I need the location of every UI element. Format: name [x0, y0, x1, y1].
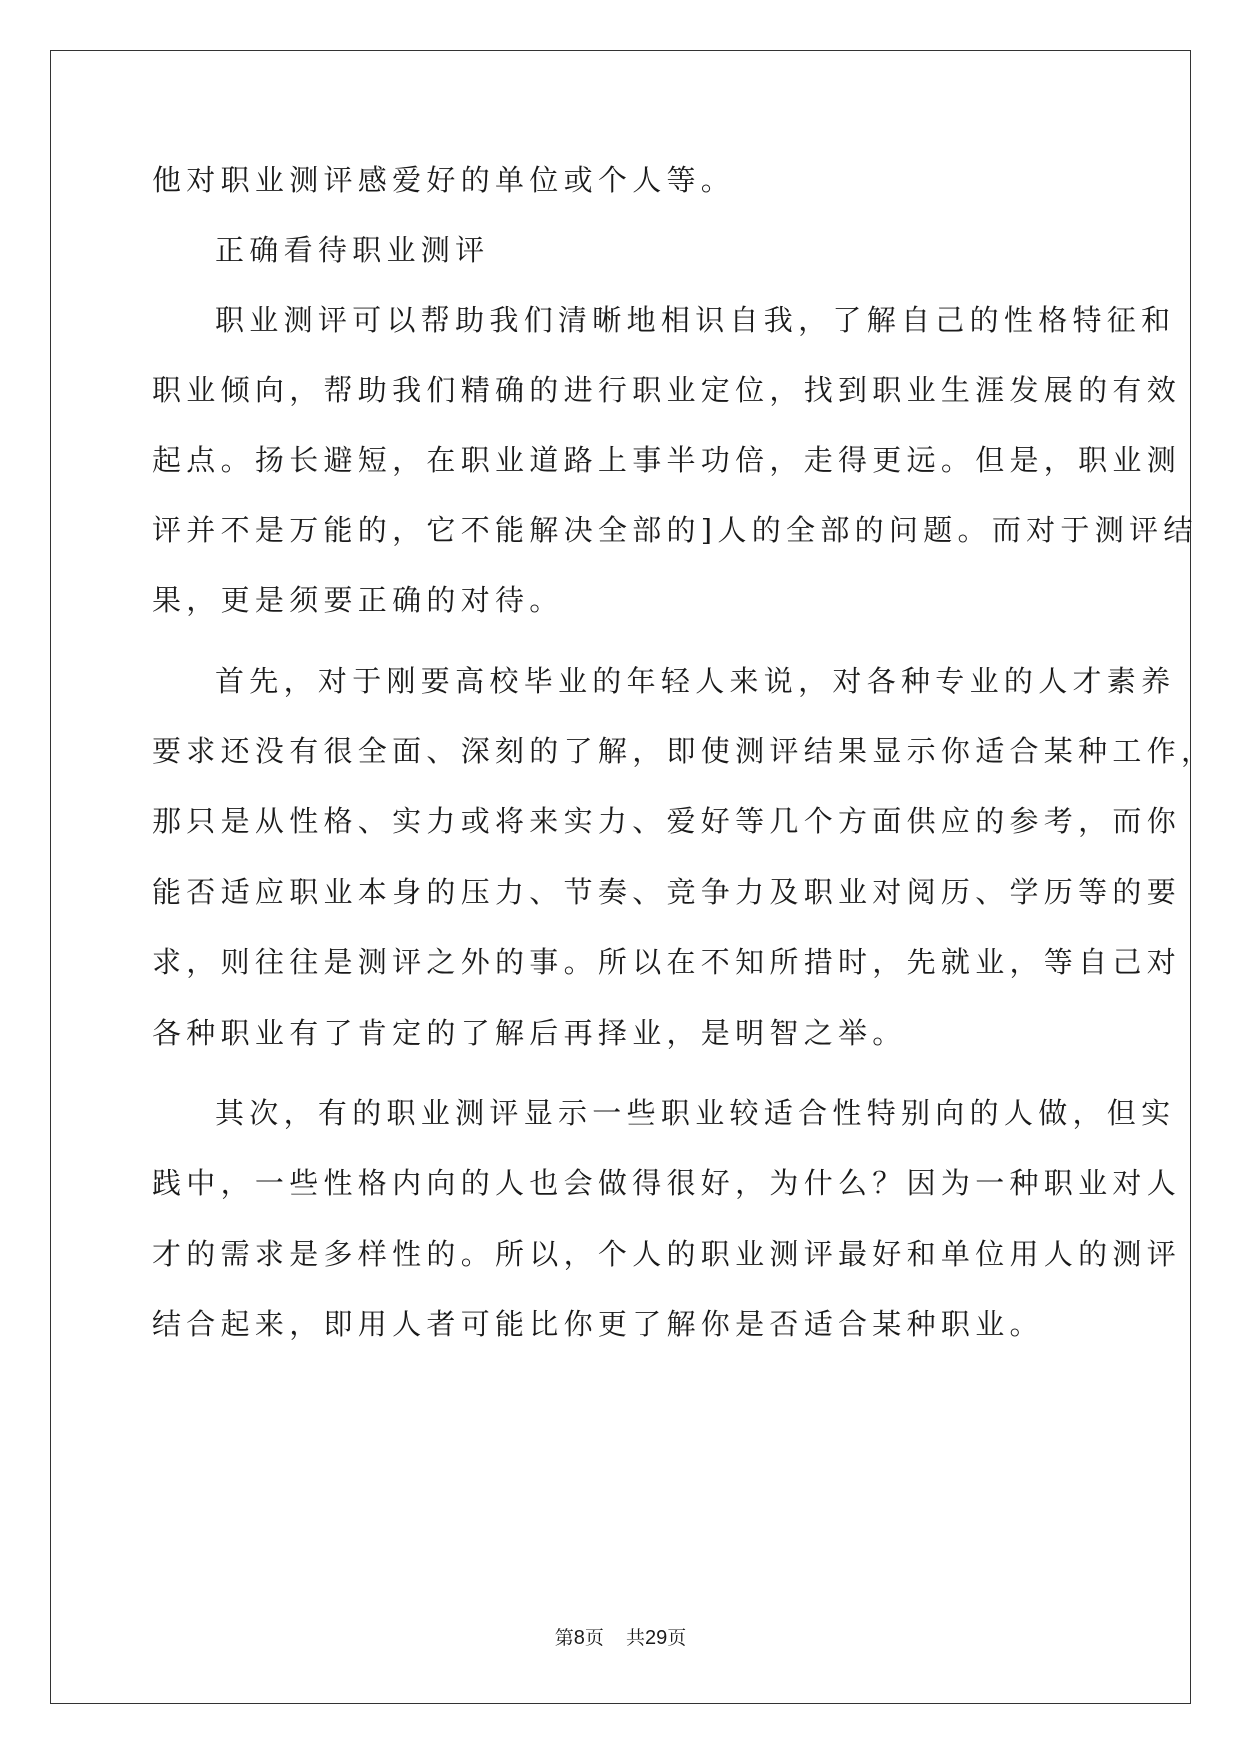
text-line: 求，则往往是测评之外的事。所以在不知所措时，先就业，等自己对	[152, 945, 1182, 979]
text-line: 那只是从性格、实力或将来实力、爱好等几个方面供应的参考，而你	[152, 804, 1182, 838]
total-pages: 29	[644, 1627, 668, 1649]
page-prefix: 第	[554, 1627, 574, 1649]
page-number: 8	[573, 1627, 585, 1649]
page-suffix: 页	[584, 1627, 604, 1649]
text-line: 能否适应职业本身的压力、节奏、竞争力及职业对阅历、学历等的要	[152, 875, 1182, 909]
total-prefix: 共	[625, 1627, 645, 1649]
text-line: 他对职业测评感爱好的单位或个人等。	[152, 163, 736, 197]
text-line: 起点。扬长避短，在职业道路上事半功倍，走得更远。但是，职业测	[152, 443, 1182, 477]
text-line: 要求还没有很全面、深刻的了解，即使测评结果显示你适合某种工作，	[152, 734, 1216, 768]
text-line: 结合起来，即用人者可能比你更了解你是否适合某种职业。	[152, 1307, 1044, 1341]
total-suffix: 页	[667, 1627, 687, 1649]
text-line: 其次，有的职业测评显示一些职业较适合性特别向的人做，但实	[215, 1096, 1176, 1130]
text-line: 首先，对于刚要高校毕业的年轻人来说，对各种专业的人才素养	[215, 664, 1176, 698]
text-line: 践中，一些性格内向的人也会做得很好，为什么？因为一种职业对人	[152, 1166, 1182, 1200]
text-line: 评并不是万能的，它不能解决全部的]人的全部的问题。而对于测评结	[152, 513, 1198, 547]
text-line: 果，更是须要正确的对待。	[152, 583, 564, 617]
text-line: 职业测评可以帮助我们清晰地相识自我，了解自己的性格特征和	[215, 303, 1176, 337]
page-footer	[0, 1623, 1241, 1653]
section-heading: 正确看待职业测评	[215, 233, 490, 267]
text-line: 才的需求是多样性的。所以，个人的职业测评最好和单位用人的测评	[152, 1237, 1182, 1271]
text-line: 各种职业有了肯定的了解后再择业，是明智之举。	[152, 1016, 907, 1050]
text-line: 职业倾向，帮助我们精确的进行职业定位，找到职业生涯发展的有效	[152, 373, 1182, 407]
